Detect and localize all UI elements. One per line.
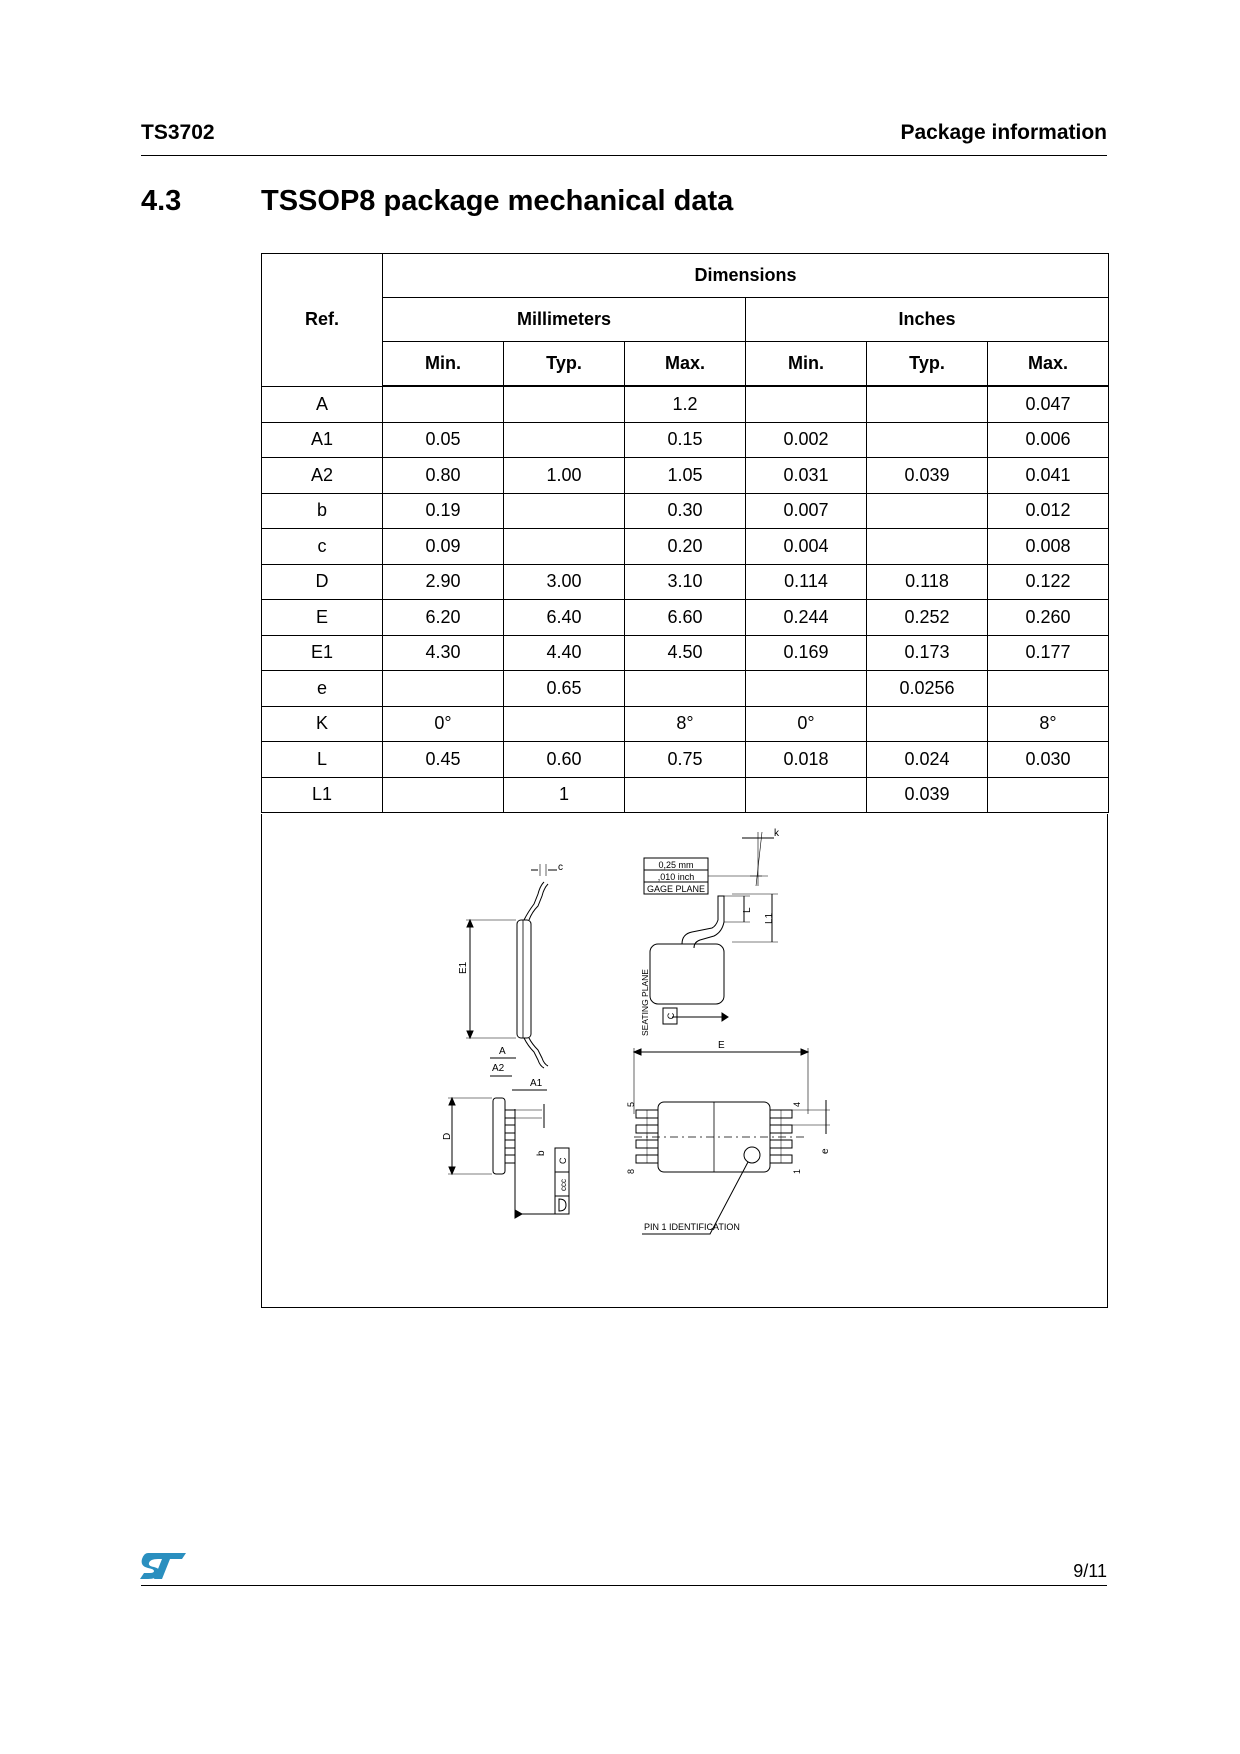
lead-profile [682,896,724,948]
mm-min-header: Min. [383,342,504,387]
mm-max-header: Max. [625,342,746,387]
pin-label-5: 5 [626,1101,636,1107]
table-cell: 0° [746,706,867,742]
row-ref-cell: A2 [262,458,383,494]
millimeters-header: Millimeters [383,298,746,342]
row-ref-cell: c [262,529,383,565]
table-cell: 0.031 [746,458,867,494]
table-cell: 4.50 [625,635,746,671]
table-row [262,635,1109,671]
gage-inch-text: ,010 inch [657,872,695,882]
table-cell [746,671,867,707]
label-A2: A2 [492,1063,505,1074]
table-cell [746,386,867,422]
dimensions-header: Dimensions [383,254,1109,298]
table-cell: 0.60 [504,742,625,778]
table-cell [625,671,746,707]
body-detail [650,944,724,1004]
table-cell: 0.008 [988,529,1109,565]
package-drawing [261,814,1108,1308]
table-cell: 0.039 [867,458,988,494]
row-ref-cell: b [262,493,383,529]
table-cell: 0.122 [988,564,1109,600]
gage-mm-text: 0,25 mm [658,860,694,870]
table-cell [504,493,625,529]
table-cell: 8° [988,706,1109,742]
table-cell: 0.15 [625,422,746,458]
table-row [262,742,1109,778]
lead-detail-view [640,828,780,1036]
table-cell: 0.19 [383,493,504,529]
row-ref-cell: L [262,742,383,778]
footer-rule [141,1585,1107,1586]
table-cell: 0.244 [746,600,867,636]
table-row [262,529,1109,565]
gage-plane-text: GAGE PLANE [646,884,706,894]
table-cell: 0.007 [746,493,867,529]
table-cell [383,777,504,813]
label-D: D [442,1132,453,1140]
section-number: 4.3 [141,185,182,217]
table-cell: 1.2 [625,386,746,422]
table-cell: 0.30 [625,493,746,529]
in-typ-header: Typ. [867,342,988,387]
table-cell [504,386,625,422]
in-max-header: Max. [988,342,1109,387]
label-b: b [536,1150,547,1156]
label-L1: L1 [764,912,775,924]
table-cell: 0.006 [988,422,1109,458]
tssop8-outline-drawing [262,814,1107,1307]
table-cell: 0.018 [746,742,867,778]
st-logo [140,1551,188,1586]
label-C-tol: C [558,1157,568,1164]
pin1-identification-text: PIN 1 IDENTIFICATION [644,1222,740,1232]
table-cell [988,671,1109,707]
row-ref-cell: e [262,671,383,707]
table-cell: 0.20 [625,529,746,565]
pin1-dot [744,1147,760,1163]
seating-plane-text: SEATING PLANE [640,969,650,1036]
table-cell: 0.173 [867,635,988,671]
table-cell [988,777,1109,813]
table-cell [867,529,988,565]
table-cell: 0.65 [504,671,625,707]
section-title: TSSOP8 package mechanical data [261,185,734,217]
table-cell: 1 [504,777,625,813]
row-ref-cell: D [262,564,383,600]
table-cell: 0.002 [746,422,867,458]
dimensions-body [262,386,1109,813]
table-cell [867,706,988,742]
table-cell: 2.90 [383,564,504,600]
inches-header: Inches [746,298,1109,342]
table-cell: 0.047 [988,386,1109,422]
table-row [262,671,1109,707]
page-number: 9/11 [1073,1561,1107,1581]
row-ref-cell: A [262,386,383,422]
label-E: E [718,1040,725,1051]
body-end-profile [493,1098,505,1174]
label-c: c [558,862,563,873]
table-cell: 0.260 [988,600,1109,636]
row-ref-cell: L1 [262,777,383,813]
label-A: A [499,1046,506,1057]
table-cell: 3.10 [625,564,746,600]
table-row [262,706,1109,742]
table-row [262,422,1109,458]
pin-label-4: 4 [792,1101,802,1107]
table-cell [504,422,625,458]
body-side-profile [517,920,531,1038]
row-ref-cell: A1 [262,422,383,458]
table-cell: 0.030 [988,742,1109,778]
table-cell: 0.004 [746,529,867,565]
table-row [262,564,1109,600]
table-cell: 0.012 [988,493,1109,529]
in-min-header: Min. [746,342,867,387]
table-cell [867,386,988,422]
label-e: e [820,1148,831,1154]
table-cell: 0.05 [383,422,504,458]
label-C-datum: C [666,1012,676,1020]
table-cell: 0.252 [867,600,988,636]
label-L: L [742,907,753,913]
label-A1: A1 [530,1078,543,1089]
label-E1: E1 [458,961,469,974]
table-row [262,600,1109,636]
doc-part-number: TS3702 [141,121,215,144]
header-rule [141,155,1107,156]
table-cell: 6.60 [625,600,746,636]
pin-label-1: 1 [792,1168,802,1174]
label-k: k [774,828,779,839]
table-cell: 0.09 [383,529,504,565]
table-cell: 0.041 [988,458,1109,494]
top-view [626,1040,831,1234]
table-cell: 0.039 [867,777,988,813]
table-cell: 0.75 [625,742,746,778]
table-cell: 4.40 [504,635,625,671]
row-ref-cell: K [262,706,383,742]
table-cell [625,777,746,813]
table-cell: 0.114 [746,564,867,600]
table-cell [383,671,504,707]
end-view [442,1046,569,1218]
dimensions-table [261,253,1109,813]
table-cell: 0.80 [383,458,504,494]
ref-header: Ref. [262,254,383,387]
table-cell [504,706,625,742]
label-ccc: ccc [559,1179,568,1191]
pin-label-8: 8 [626,1168,636,1174]
mm-typ-header: Typ. [504,342,625,387]
side-view-top-left [458,862,563,1068]
table-cell [867,422,988,458]
table-cell: 1.00 [504,458,625,494]
row-ref-cell: E1 [262,635,383,671]
table-row [262,777,1109,813]
table-cell: 8° [625,706,746,742]
table-cell: 0.45 [383,742,504,778]
table-cell: 6.40 [504,600,625,636]
table-row [262,493,1109,529]
table-cell [867,493,988,529]
table-cell: 1.05 [625,458,746,494]
table-cell: 0.177 [988,635,1109,671]
table-row [262,386,1109,422]
logo-text: ST [140,1551,142,1552]
row-ref-cell: E [262,600,383,636]
table-row [262,458,1109,494]
doc-section-header: Package information [900,121,1107,144]
table-cell: 6.20 [383,600,504,636]
table-cell: 0.169 [746,635,867,671]
table-cell: 0.118 [867,564,988,600]
table-cell: 0.024 [867,742,988,778]
table-cell [383,386,504,422]
table-cell: 4.30 [383,635,504,671]
table-cell: 3.00 [504,564,625,600]
table-cell [504,529,625,565]
lead-top [524,882,544,920]
table-cell [746,777,867,813]
table-cell: 0° [383,706,504,742]
table-cell: 0.0256 [867,671,988,707]
